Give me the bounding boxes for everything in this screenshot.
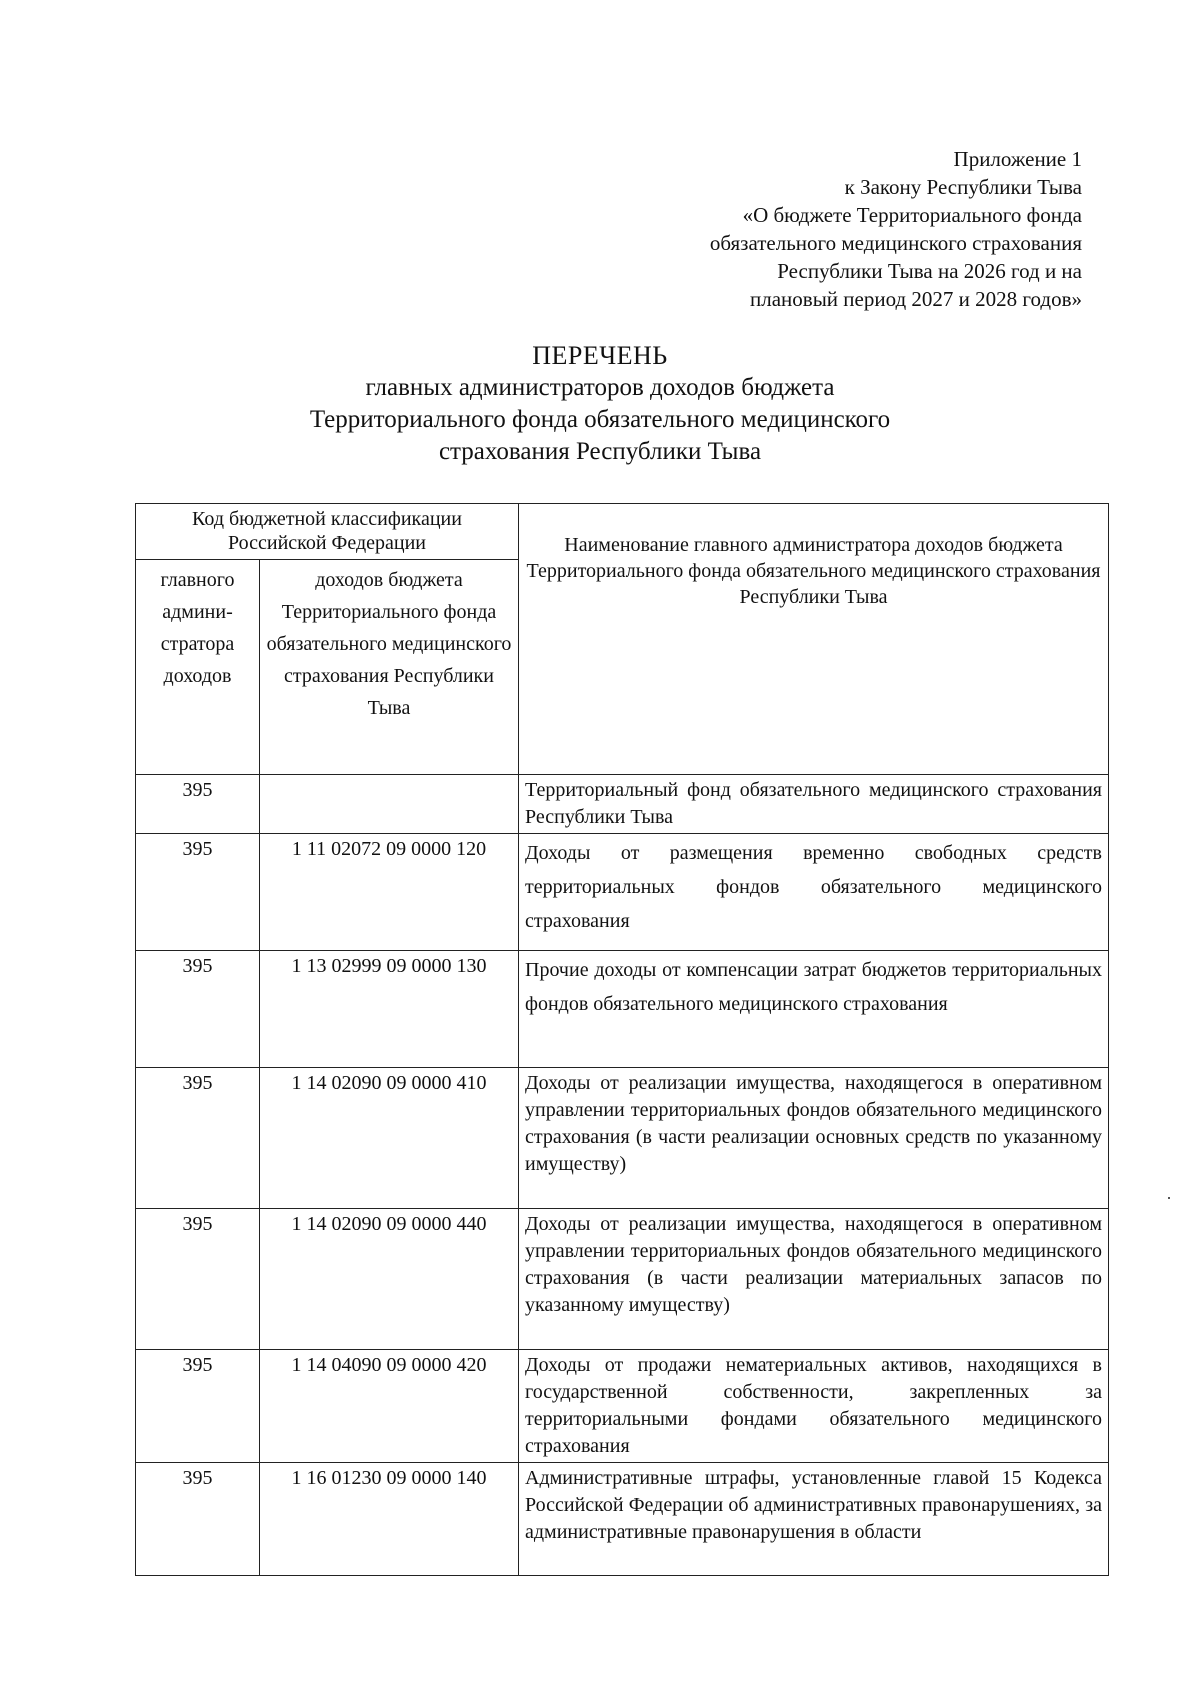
appendix-line: обязательного медицинского страхования — [709, 231, 1082, 255]
title-line: Территориального фонда обязательного медицинского — [309, 406, 891, 433]
name-cell: Доходы от реализации имущества, находящегося в оперативном управлении территориальных фондов обязательного медицинского страхования (в части реализации основных средств по указанному имуществу) — [519, 1068, 1109, 1209]
administrators-table — [135, 503, 1109, 1576]
table-row — [136, 834, 1109, 951]
title-line: главных администраторов доходов бюджета — [365, 374, 835, 401]
title-main: ПЕРЕЧЕНЬ — [532, 341, 668, 370]
name-cell: Территориальный фонд обязательного медицинского страхования Республики Тыва — [519, 775, 1109, 834]
income-code-cell: 1 14 02090 09 0000 440 — [260, 1209, 519, 1350]
name-cell: Доходы от размещения временно свободных средств территориальных фондов обязательного медицинского страхования — [519, 834, 1109, 951]
income-code-cell: 1 14 02090 09 0000 410 — [260, 1068, 519, 1209]
admin-code-cell: 395 — [136, 1209, 260, 1350]
admin-code-cell: 395 — [136, 1068, 260, 1209]
income-code-cell: 1 11 02072 09 0000 120 — [260, 834, 519, 951]
appendix-heading — [562, 145, 1082, 313]
appendix-line: «О бюджете Территориального фонда — [742, 203, 1082, 227]
title-line: страхования Республики Тыва — [438, 438, 762, 465]
table-header-row — [136, 504, 1109, 560]
name-cell: Административные штрафы, установленные главой 15 Кодекса Российской Федерации об административных правонарушениях, за административные правонарушения в области — [519, 1463, 1109, 1576]
table-row — [136, 1463, 1109, 1576]
table-row — [136, 775, 1109, 834]
income-code-cell: 1 14 04090 09 0000 420 — [260, 1350, 519, 1463]
admin-code-cell: 395 — [136, 834, 260, 951]
admin-code-cell: 395 — [136, 951, 260, 1068]
header-income-column: доходов бюджета Территориального фонда обязательного медицинского страхования Республики Тыва — [260, 560, 519, 775]
admin-code-cell: 395 — [136, 1350, 260, 1463]
header-name-column: Наименование главного администратора доходов бюджета Территориального фонда обязательного медицинского страхования Республики Тыва — [519, 504, 1109, 775]
table-row — [136, 1068, 1109, 1209]
scan-speck — [1168, 1197, 1170, 1199]
table-row — [136, 1209, 1109, 1350]
header-admin-column: главного админи-стратора доходов — [136, 560, 260, 775]
admin-code-cell: 395 — [136, 1463, 260, 1576]
admin-code-cell: 395 — [136, 775, 260, 834]
name-cell: Доходы от продажи нематериальных активов, находящихся в государственной собственности, закрепленных за территориальными фондами обязательного медицинского страхования — [519, 1350, 1109, 1463]
appendix-line: к Закону Республики Тыва — [844, 175, 1082, 199]
table-row — [136, 1350, 1109, 1463]
income-code-cell: 1 16 01230 09 0000 140 — [260, 1463, 519, 1576]
document-title — [150, 340, 1050, 468]
appendix-line: Республики Тыва на 2026 год и на — [777, 259, 1082, 283]
appendix-line: плановый период 2027 и 2028 годов» — [750, 287, 1082, 311]
appendix-line: Приложение 1 — [953, 147, 1082, 171]
income-code-cell: 1 13 02999 09 0000 130 — [260, 951, 519, 1068]
table-row — [136, 951, 1109, 1068]
name-cell: Прочие доходы от компенсации затрат бюджетов территориальных фондов обязательного медицинского страхования — [519, 951, 1109, 1068]
name-cell: Доходы от реализации имущества, находящегося в оперативном управлении территориальных фондов обязательного медицинского страхования (в части реализации материальных запасов по указанному имуществу) — [519, 1209, 1109, 1350]
income-code-cell — [260, 775, 519, 834]
header-code-group: Код бюджетной классификации Российской Федерации — [136, 504, 519, 560]
